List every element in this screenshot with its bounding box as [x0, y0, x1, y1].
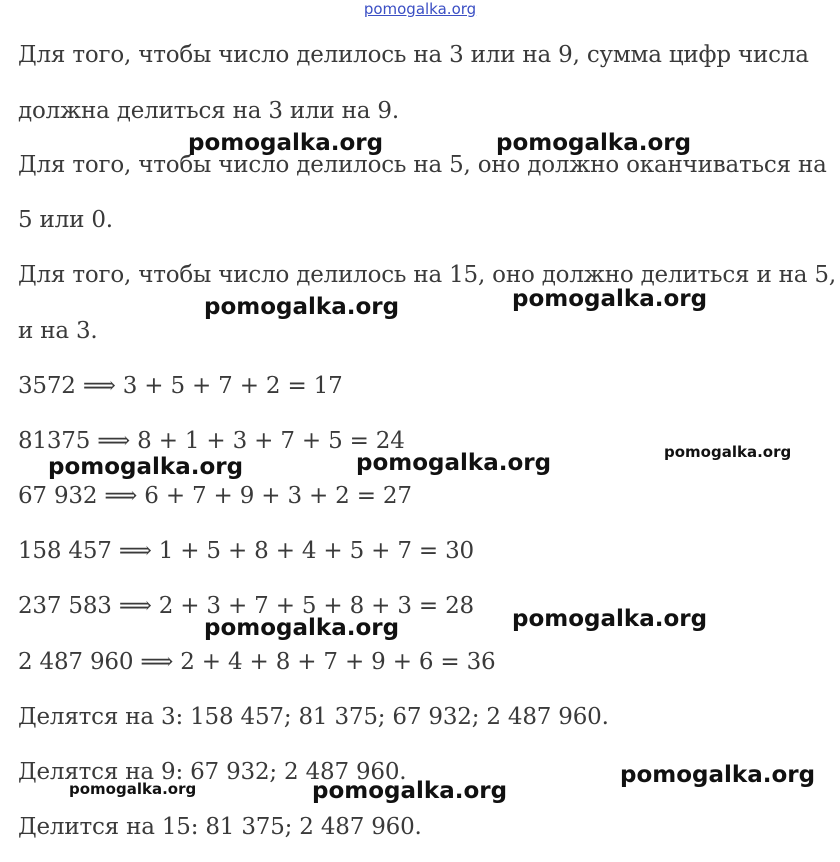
- text-line-rule-15-a: Для того, чтобы число делилось на 15, оно должно делиться и на 5,: [18, 262, 836, 288]
- text-line-rule-5-b: 5 или 0.: [18, 207, 113, 233]
- digit-sum-3572: 3572 ⟹ 3 + 5 + 7 + 2 = 17: [18, 373, 343, 399]
- watermark: pomogalka.org: [664, 443, 792, 461]
- digit-sum-81375: 81375 ⟹ 8 + 1 + 3 + 7 + 5 = 24: [18, 428, 405, 454]
- result-divisible-by-3: Делятся на 3: 158 457; 81 375; 67 932; 2 487 960.: [18, 704, 609, 730]
- watermark: pomogalka.org: [188, 130, 384, 156]
- digit-sum-158457: 158 457 ⟹ 1 + 5 + 8 + 4 + 5 + 7 = 30: [18, 538, 474, 564]
- watermark: pomogalka.org: [204, 615, 400, 641]
- result-divisible-by-15: Делится на 15: 81 375; 2 487 960.: [18, 814, 422, 840]
- watermark: pomogalka.org: [312, 778, 508, 804]
- result-divisible-by-9: Делятся на 9: 67 932; 2 487 960.: [18, 759, 407, 785]
- watermark: pomogalka.org: [356, 450, 552, 476]
- digit-sum-2487960: 2 487 960 ⟹ 2 + 4 + 8 + 7 + 9 + 6 = 36: [18, 649, 496, 675]
- watermark: pomogalka.org: [496, 130, 692, 156]
- text-line-rule-15-b: и на 3.: [18, 318, 98, 344]
- watermark: pomogalka.org: [512, 606, 708, 632]
- text-line-rule-3-9-b: должна делиться на 3 или на 9.: [18, 98, 399, 124]
- digit-sum-67932: 67 932 ⟹ 6 + 7 + 9 + 3 + 2 = 27: [18, 483, 412, 509]
- watermark: pomogalka.org: [620, 762, 816, 788]
- text-line-rule-3-9-a: Для того, чтобы число делилось на 3 или на 9, сумма цифр числа: [18, 42, 809, 68]
- text-line-rule-5-a: Для того, чтобы число делилось на 5, оно должно оканчиваться на: [18, 152, 827, 178]
- watermark: pomogalka.org: [48, 454, 244, 480]
- watermark: pomogalka.org: [69, 780, 197, 798]
- watermark: pomogalka.org: [204, 294, 400, 320]
- top-watermark-link[interactable]: pomogalka.org: [363, 0, 477, 18]
- watermark: pomogalka.org: [512, 286, 708, 312]
- digit-sum-237583: 237 583 ⟹ 2 + 3 + 7 + 5 + 8 + 3 = 28: [18, 593, 474, 619]
